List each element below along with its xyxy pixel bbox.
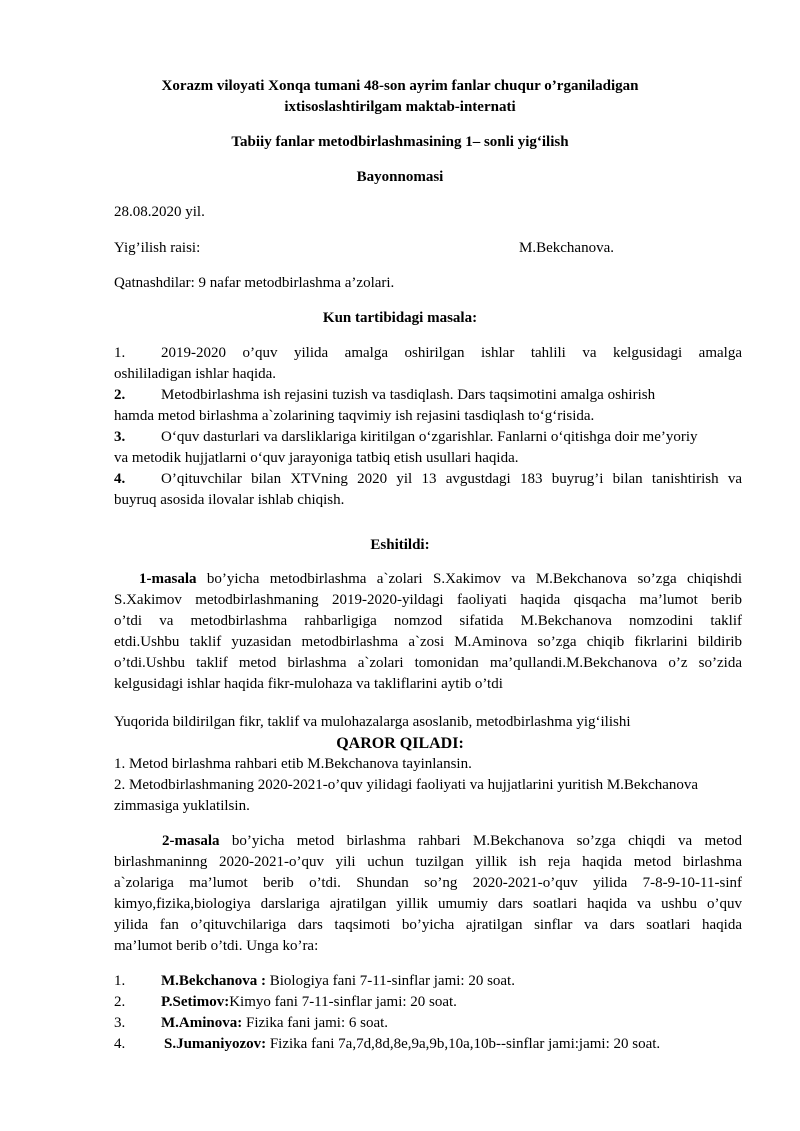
assignment-row <box>114 971 742 992</box>
agenda-item <box>114 343 742 385</box>
basis-text: Yuqorida bildirilgan fikr, taklif va mulohazalarga asoslanib, metodbirlashma yig‘ilishi <box>114 714 631 730</box>
agenda-item <box>114 469 742 511</box>
assignment-row <box>114 1034 742 1055</box>
assignment-number: 1. <box>114 973 126 989</box>
document-title: Bayonnomasi <box>356 169 444 185</box>
assignment-row <box>114 992 742 1013</box>
issue2-label: 2-masala <box>162 833 220 849</box>
agenda-item-number: 4. <box>114 471 126 487</box>
teacher-name: M.Aminova: <box>161 1015 243 1031</box>
issue1-line: kelgusidagi ishlar haqida fikr-mulohaza va takliflarini aytib o’tdi <box>114 676 503 692</box>
issue2-paragraph <box>114 831 742 957</box>
issue2-line: kimyo,fizika,biologiya darslariga ajratilgan yillik umumiy dars soatlari haqida va ushbu o’quv <box>114 896 742 912</box>
agenda-item-line1: Metodbirlashma ish rejasini tuzish va tasdiqlash. Dars taqsimotini amalga oshirish <box>161 387 656 403</box>
assignment-row <box>114 1013 742 1034</box>
teacher-name: M.Bekchanova : <box>161 973 270 989</box>
assignment-text <box>161 992 457 1013</box>
school-name-line1: Xorazm viloyati Xonqa tumani 48-son ayrim fanlar chuqur o’rganiladigan <box>161 78 639 94</box>
assignment-text <box>164 1034 660 1055</box>
agenda-item <box>114 385 742 427</box>
meeting-subtitle: Tabiiy fanlar metodbirlashmasining 1– sonli yig‘ilish <box>231 134 569 150</box>
subject-hours: Kimyo fani 7-11-sinflar jami: 20 soat. <box>229 994 457 1010</box>
issue2-line: ma’lumot berib o’tdi. Unga ko’ra: <box>114 938 319 954</box>
issue1-paragraph <box>114 569 742 695</box>
meeting-date: 28.08.2020 yil. <box>114 204 205 220</box>
decision-item: 1. Metod birlashma rahbari etib M.Bekchanova tayinlansin. <box>114 756 472 772</box>
decision-heading: QAROR QILADI: <box>336 735 464 752</box>
agenda-item-number: 3. <box>114 429 126 445</box>
chair-label: Yig’ilish raisi: <box>114 240 201 256</box>
assignment-text <box>161 971 515 992</box>
assignment-number: 3. <box>114 1015 126 1031</box>
heard-heading: Eshitildi: <box>370 537 430 553</box>
issue1-line <box>114 569 742 590</box>
agenda-item-line2: hamda metod birlashma a`zolarining taqvimiy ish rejasini tasdiqlash to‘g‘risida. <box>114 408 595 424</box>
teacher-name: S.Jumaniyozov: <box>164 1036 267 1052</box>
agenda-item-line1: O‘quv dasturlari va darsliklariga kiritilgan o‘zgarishlar. Fanlarni o‘qitishga doir me’yoriy <box>161 429 698 445</box>
issue1-line: o’tdi va metodbirlashma rahbarligiga nomzod sifatida M.Bekchanova nomzodini taklif <box>114 613 742 629</box>
issue2-line: a`zolariga ma’lumot berib o’tdi. Shundan so’ng 2020-2021-o’quv yilida 7-8-9-10-11-sinf <box>114 875 742 891</box>
assignment-number: 4. <box>114 1036 126 1052</box>
issue1-label: 1-masala <box>139 571 197 587</box>
issue1-line: o’tdi.Ushbu taklif metod birlashma a`zolari tomonidan ma’qullandi.M.Bekchanova o’z so’zida <box>114 655 742 671</box>
issue2-line: birlashmaninng 2020-2021-o’quv yili uchun tuzilgan yillik ish reja haqida metod birlashma <box>114 854 742 870</box>
issue2-line: yilida fan o’qituvchilariga dars taqsimoti bo’yicha ajratilgan sinflar va dars soatlari haqida <box>114 917 742 933</box>
assignment-number: 2. <box>114 994 126 1010</box>
subject-hours: Fizika fani 7a,7d,8d,8e,9a,9b,10a,10b--sinflar jami:jami: 20 soat. <box>266 1036 661 1052</box>
decision-item: zimmasiga yuklatilsin. <box>114 798 250 814</box>
agenda-item-line1: O’qituvchilar bilan XTVning 2020 yil 13 avgustdagi 183 buyrug’i bilan tanishtirish va <box>161 471 742 487</box>
agenda-item <box>114 427 742 469</box>
school-name-line2: ixtisoslashtirilgam maktab-internati <box>284 99 516 115</box>
subject-hours: Biologiya fani 7-11-sinflar jami: 20 soat. <box>269 973 515 989</box>
issue1-text: bo’yicha metodbirlashma a`zolari S.Xakimov va M.Bekchanova so’zga chiqishdi <box>196 571 742 587</box>
agenda-item-line2: buyruq asosida ilovalar ishlab chiqish. <box>114 492 345 508</box>
issue2-line <box>114 831 742 852</box>
teacher-name: P.Setimov: <box>161 994 230 1010</box>
agenda-item-line2: oshililadigan ishlar haqida. <box>114 366 277 382</box>
subject-hours: Fizika fani jami: 6 soat. <box>242 1015 389 1031</box>
agenda-item-line1: 2019-2020 o’quv yilida amalga oshirilgan ishlar tahlili va kelgusidagi amalga <box>161 345 742 361</box>
issue1-line: etdi.Ushbu taklif yuzasidan metodbirlashma a`zosi M.Aminova so’zga chiqib fikrlarini bildirib <box>114 634 742 650</box>
chair-name: M.Bekchanova. <box>519 240 614 256</box>
participants: Qatnashdilar: 9 nafar metodbirlashma a’zolari. <box>114 275 395 291</box>
agenda-heading: Kun tartibidagi masala: <box>322 310 478 326</box>
agenda-item-number: 2. <box>114 387 126 403</box>
decision-item: 2. Metodbirlashmaning 2020-2021-o’quv yilidagi faoliyati va hujjatlarini yuritish M.Bekchanova <box>114 777 699 793</box>
agenda-item-line2: va metodik hujjatlarni o‘quv jarayoniga tatbiq etish usullari haqida. <box>114 450 519 466</box>
assignment-text <box>161 1013 388 1034</box>
agenda-item-number: 1. <box>114 345 126 361</box>
issue1-line: S.Xakimov metodbirlashmaning 2019-2020-yildagi faoliyati haqida qisqacha ma’lumot berib <box>114 592 742 608</box>
issue2-text: bo’yicha metod birlashma rahbari M.Bekchanova so’zga chiqdi va metod <box>219 833 742 849</box>
